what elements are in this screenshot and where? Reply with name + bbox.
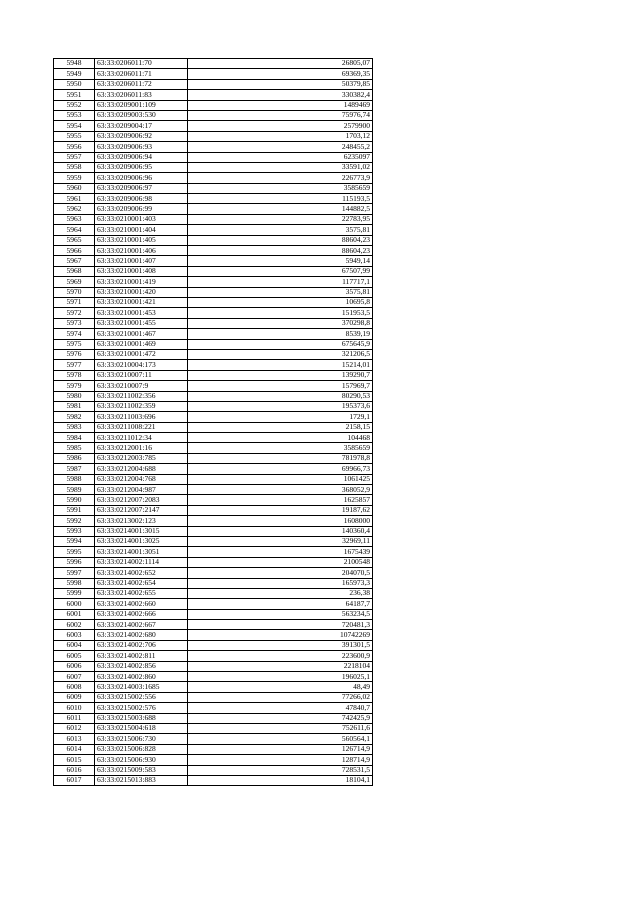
table-row	[54, 100, 373, 110]
cadastral-value-cell: 69966,73	[188, 464, 373, 474]
cadastral-value-cell: 781978,8	[188, 453, 373, 463]
cadastral-value-cell: 64187,7	[188, 599, 373, 609]
cadastral-number-cell: 63:33:0214002:706	[95, 640, 188, 650]
table-row	[54, 59, 373, 69]
row-number-cell: 6001	[54, 609, 95, 619]
row-number-cell: 6002	[54, 620, 95, 630]
row-number-cell: 5984	[54, 433, 95, 443]
cadastral-value-cell: 2579900	[188, 121, 373, 131]
cadastral-number-cell: 63:33:0210004:173	[95, 360, 188, 370]
row-number-cell: 6014	[54, 744, 95, 754]
cadastral-value-cell: 157969,7	[188, 381, 373, 391]
cadastral-number-cell: 63:33:0206011:70	[95, 59, 188, 69]
row-number-cell: 5968	[54, 266, 95, 276]
cadastral-number-cell: 63:33:0215004:618	[95, 724, 188, 734]
cadastral-number-cell: 63:33:0209006:95	[95, 162, 188, 172]
cadastral-value-cell: 563234,5	[188, 609, 373, 619]
cadastral-number-cell: 63:33:0214002:1114	[95, 557, 188, 567]
row-number-cell: 6011	[54, 713, 95, 723]
table-row	[54, 162, 373, 172]
cadastral-value-cell: 720481,3	[188, 620, 373, 630]
cadastral-number-cell: 63:33:0206011:83	[95, 90, 188, 100]
cadastral-value-cell: 742425,9	[188, 713, 373, 723]
cadastral-number-cell: 63:33:0209006:99	[95, 204, 188, 214]
cadastral-value-cell: 88604,23	[188, 235, 373, 245]
cadastral-value-cell: 139290,7	[188, 370, 373, 380]
table-row	[54, 349, 373, 359]
cadastral-number-cell: 63:33:0209006:93	[95, 142, 188, 152]
cadastral-number-cell: 63:33:0214002:655	[95, 588, 188, 598]
row-number-cell: 5969	[54, 277, 95, 287]
row-number-cell: 5990	[54, 495, 95, 505]
table-row	[54, 391, 373, 401]
row-number-cell: 5980	[54, 391, 95, 401]
table-row	[54, 536, 373, 546]
row-number-cell: 6004	[54, 640, 95, 650]
cadastral-number-cell: 63:33:0209006:96	[95, 173, 188, 183]
table-row	[54, 672, 373, 682]
table-row	[54, 308, 373, 318]
cadastral-value-cell: 69369,35	[188, 69, 373, 79]
cadastral-number-cell: 63:33:0214002:660	[95, 599, 188, 609]
row-number-cell: 5998	[54, 578, 95, 588]
cadastral-value-cell: 22783,95	[188, 214, 373, 224]
row-number-cell: 5979	[54, 381, 95, 391]
cadastral-value-cell: 48,49	[188, 682, 373, 692]
cadastral-number-cell: 63:33:0214002:680	[95, 630, 188, 640]
cadastral-number-cell: 63:33:0214001:3051	[95, 547, 188, 557]
cadastral-number-cell: 63:33:0210001:419	[95, 277, 188, 287]
cadastral-value-cell: 223600,9	[188, 651, 373, 661]
row-number-cell: 5953	[54, 110, 95, 120]
table-row	[54, 422, 373, 432]
cadastral-value-cell: 675645,9	[188, 339, 373, 349]
cadastral-number-cell: 63:33:0214002:860	[95, 672, 188, 682]
cadastral-number-cell: 63:33:0212004:688	[95, 464, 188, 474]
cadastral-number-cell: 63:33:0215006:930	[95, 755, 188, 765]
cadastral-number-cell: 63:33:0212007:2147	[95, 505, 188, 515]
cadastral-number-cell: 63:33:0214002:856	[95, 661, 188, 671]
cadastral-value-cell: 226773,9	[188, 173, 373, 183]
cadastral-number-cell: 63:33:0210001:453	[95, 308, 188, 318]
table-row	[54, 640, 373, 650]
row-number-cell: 5950	[54, 79, 95, 89]
table-row	[54, 599, 373, 609]
cadastral-number-cell: 63:33:0210001:404	[95, 225, 188, 235]
table-row	[54, 620, 373, 630]
row-number-cell: 5972	[54, 308, 95, 318]
row-number-cell: 5976	[54, 349, 95, 359]
cadastral-value-cell: 560564,1	[188, 734, 373, 744]
row-number-cell: 5971	[54, 297, 95, 307]
table-row	[54, 69, 373, 79]
cadastral-value-cell: 204070,5	[188, 568, 373, 578]
table-row	[54, 142, 373, 152]
cadastral-value-cell: 1061425	[188, 474, 373, 484]
cadastral-value-cell: 32969,11	[188, 536, 373, 546]
row-number-cell: 6007	[54, 672, 95, 682]
table-row	[54, 360, 373, 370]
cadastral-value-cell: 321206,5	[188, 349, 373, 359]
cadastral-value-cell: 75976,74	[188, 110, 373, 120]
table-row	[54, 485, 373, 495]
cadastral-number-cell: 63:33:0215002:576	[95, 703, 188, 713]
row-number-cell: 5962	[54, 204, 95, 214]
row-number-cell: 5975	[54, 339, 95, 349]
row-number-cell: 6005	[54, 651, 95, 661]
cadastral-value-cell: 330382,4	[188, 90, 373, 100]
row-number-cell: 6016	[54, 765, 95, 775]
cadastral-value-cell: 10742269	[188, 630, 373, 640]
cadastral-value-cell: 3585659	[188, 183, 373, 193]
table-row	[54, 526, 373, 536]
cadastral-number-cell: 63:33:0210001:407	[95, 256, 188, 266]
table-row	[54, 121, 373, 131]
row-number-cell: 5967	[54, 256, 95, 266]
cadastral-value-cell: 2158,15	[188, 422, 373, 432]
table-row	[54, 433, 373, 443]
row-number-cell: 5995	[54, 547, 95, 557]
table-row	[54, 256, 373, 266]
cadastral-value-cell: 140360,4	[188, 526, 373, 536]
cadastral-value-cell: 236,38	[188, 588, 373, 598]
table-row	[54, 246, 373, 256]
cadastral-number-cell: 63:33:0214002:652	[95, 568, 188, 578]
row-number-cell: 5961	[54, 194, 95, 204]
row-number-cell: 5949	[54, 69, 95, 79]
table-row	[54, 401, 373, 411]
row-number-cell: 5951	[54, 90, 95, 100]
cadastral-number-cell: 63:33:0212007:2083	[95, 495, 188, 505]
table-row	[54, 734, 373, 744]
cadastral-number-cell: 63:33:0210001:406	[95, 246, 188, 256]
row-number-cell: 5959	[54, 173, 95, 183]
cadastral-value-cell: 2100548	[188, 557, 373, 567]
row-number-cell: 5948	[54, 59, 95, 69]
table-row	[54, 79, 373, 89]
table-row	[54, 547, 373, 557]
cadastral-number-cell: 63:33:0211012:34	[95, 433, 188, 443]
row-number-cell: 5986	[54, 453, 95, 463]
table-row	[54, 609, 373, 619]
row-number-cell: 5982	[54, 412, 95, 422]
row-number-cell: 6013	[54, 734, 95, 744]
table-row	[54, 214, 373, 224]
cadastral-value-cell: 6235097	[188, 152, 373, 162]
cadastral-value-cell: 1675439	[188, 547, 373, 557]
table-row	[54, 90, 373, 100]
cadastral-number-cell: 63:33:0215006:828	[95, 744, 188, 754]
row-number-cell: 5954	[54, 121, 95, 131]
cadastral-value-cell: 196025,1	[188, 672, 373, 682]
cadastral-value-cell: 1703,12	[188, 131, 373, 141]
table-row	[54, 329, 373, 339]
cadastral-number-cell: 63:33:0209006:94	[95, 152, 188, 162]
cadastral-number-cell: 63:33:0213002:123	[95, 516, 188, 526]
cadastral-number-cell: 63:33:0211003:696	[95, 412, 188, 422]
table-row	[54, 651, 373, 661]
row-number-cell: 5960	[54, 183, 95, 193]
cadastral-value-cell: 128714,9	[188, 755, 373, 765]
row-number-cell: 6008	[54, 682, 95, 692]
cadastral-value-cell: 370298,8	[188, 318, 373, 328]
table-row	[54, 692, 373, 702]
cadastral-number-cell: 63:33:0206011:71	[95, 69, 188, 79]
cadastral-value-cell: 3575,81	[188, 225, 373, 235]
cadastral-value-cell: 19187,62	[188, 505, 373, 515]
row-number-cell: 6015	[54, 755, 95, 765]
table-row	[54, 110, 373, 120]
cadastral-number-cell: 63:33:0215003:688	[95, 713, 188, 723]
cadastral-number-cell: 63:33:0210001:455	[95, 318, 188, 328]
cadastral-value-cell: 391301,5	[188, 640, 373, 650]
row-number-cell: 5989	[54, 485, 95, 495]
table-row	[54, 765, 373, 775]
cadastral-number-cell: 63:33:0210001:403	[95, 214, 188, 224]
cadastral-value-cell: 50379,85	[188, 79, 373, 89]
table-row	[54, 505, 373, 515]
row-number-cell: 5987	[54, 464, 95, 474]
row-number-cell: 5991	[54, 505, 95, 515]
cadastral-number-cell: 63:33:0215013:883	[95, 775, 188, 785]
cadastral-value-cell: 10695,8	[188, 297, 373, 307]
table-row	[54, 277, 373, 287]
table-row	[54, 682, 373, 692]
table-row	[54, 225, 373, 235]
cadastral-number-cell: 63:33:0212004:987	[95, 485, 188, 495]
table-row	[54, 173, 373, 183]
row-number-cell: 5988	[54, 474, 95, 484]
row-number-cell: 6003	[54, 630, 95, 640]
table-row	[54, 194, 373, 204]
cadastral-number-cell: 63:33:0210007:11	[95, 370, 188, 380]
cadastral-value-cell: 2218104	[188, 661, 373, 671]
cadastral-value-cell: 8539,19	[188, 329, 373, 339]
cadastral-value-cell: 248455,2	[188, 142, 373, 152]
cadastral-value-cell: 144882,5	[188, 204, 373, 214]
cadastral-number-cell: 63:33:0214003:1685	[95, 682, 188, 692]
row-number-cell: 5994	[54, 536, 95, 546]
cadastral-number-cell: 63:33:0211002:356	[95, 391, 188, 401]
cadastral-number-cell: 63:33:0214001:3025	[95, 536, 188, 546]
cadastral-value-cell: 80290,53	[188, 391, 373, 401]
row-number-cell: 5981	[54, 401, 95, 411]
cadastral-value-cell: 126714,9	[188, 744, 373, 754]
cadastral-value-cell: 195373,6	[188, 401, 373, 411]
table-row	[54, 713, 373, 723]
cadastral-value-cell: 117717,1	[188, 277, 373, 287]
table-row	[54, 204, 373, 214]
row-number-cell: 5974	[54, 329, 95, 339]
cadastral-value-cell: 88604,23	[188, 246, 373, 256]
cadastral-number-cell: 63:33:0209003:530	[95, 110, 188, 120]
cadastral-value-cell: 151953,5	[188, 308, 373, 318]
row-number-cell: 5958	[54, 162, 95, 172]
cadastral-number-cell: 63:33:0214002:654	[95, 578, 188, 588]
cadastral-number-cell: 63:33:0210001:420	[95, 287, 188, 297]
cadastral-number-cell: 63:33:0210001:421	[95, 297, 188, 307]
cadastral-number-cell: 63:33:0210001:472	[95, 349, 188, 359]
row-number-cell: 5963	[54, 214, 95, 224]
cadastral-value-cell: 18104,1	[188, 775, 373, 785]
row-number-cell: 6012	[54, 724, 95, 734]
table-row	[54, 464, 373, 474]
cadastral-number-cell: 63:33:0209006:97	[95, 183, 188, 193]
cadastral-number-cell: 63:33:0209006:98	[95, 194, 188, 204]
row-number-cell: 5957	[54, 152, 95, 162]
cadastral-number-cell: 63:33:0214001:3015	[95, 526, 188, 536]
cadastral-number-cell: 63:33:0215002:556	[95, 692, 188, 702]
cadastral-number-cell: 63:33:0212004:768	[95, 474, 188, 484]
table-row	[54, 370, 373, 380]
cadastral-number-cell: 63:33:0209004:17	[95, 121, 188, 131]
cadastral-value-cell: 728531,5	[188, 765, 373, 775]
row-number-cell: 5978	[54, 370, 95, 380]
cadastral-number-cell: 63:33:0209001:109	[95, 100, 188, 110]
cadastral-number-cell: 63:33:0212003:785	[95, 453, 188, 463]
row-number-cell: 5997	[54, 568, 95, 578]
row-number-cell: 5970	[54, 287, 95, 297]
table-row	[54, 266, 373, 276]
table-row	[54, 744, 373, 754]
table-row	[54, 568, 373, 578]
row-number-cell: 5955	[54, 131, 95, 141]
cadastral-value-cell: 1729,1	[188, 412, 373, 422]
cadastral-number-cell: 63:33:0215009:583	[95, 765, 188, 775]
cadastral-value-cell: 26805,07	[188, 59, 373, 69]
cadastral-value-cell: 752611,6	[188, 724, 373, 734]
cadastral-value-cell: 15214,01	[188, 360, 373, 370]
row-number-cell: 5952	[54, 100, 95, 110]
row-number-cell: 5985	[54, 443, 95, 453]
row-number-cell: 6017	[54, 775, 95, 785]
cadastral-number-cell: 63:33:0210001:405	[95, 235, 188, 245]
row-number-cell: 5993	[54, 526, 95, 536]
table-row	[54, 183, 373, 193]
table-row	[54, 588, 373, 598]
row-number-cell: 5996	[54, 557, 95, 567]
row-number-cell: 6000	[54, 599, 95, 609]
cadastral-value-table	[53, 58, 373, 786]
cadastral-value-cell: 1608000	[188, 516, 373, 526]
cadastral-number-cell: 63:33:0210001:469	[95, 339, 188, 349]
row-number-cell: 5973	[54, 318, 95, 328]
cadastral-value-cell: 1625857	[188, 495, 373, 505]
cadastral-number-cell: 63:33:0214002:667	[95, 620, 188, 630]
table-row	[54, 152, 373, 162]
row-number-cell: 6010	[54, 703, 95, 713]
cadastral-number-cell: 63:33:0211008:221	[95, 422, 188, 432]
row-number-cell: 5966	[54, 246, 95, 256]
cadastral-number-cell: 63:33:0210001:467	[95, 329, 188, 339]
row-number-cell: 5992	[54, 516, 95, 526]
cadastral-number-cell: 63:33:0212001:16	[95, 443, 188, 453]
cadastral-value-cell: 104468	[188, 433, 373, 443]
table-row	[54, 557, 373, 567]
cadastral-value-cell: 1489469	[188, 100, 373, 110]
table-row	[54, 297, 373, 307]
table-row	[54, 516, 373, 526]
table-row	[54, 724, 373, 734]
row-number-cell: 5999	[54, 588, 95, 598]
table-row	[54, 412, 373, 422]
cadastral-value-cell: 47840,7	[188, 703, 373, 713]
table-row	[54, 495, 373, 505]
cadastral-value-cell: 5949,14	[188, 256, 373, 266]
table-row	[54, 381, 373, 391]
cadastral-value-cell: 67507,99	[188, 266, 373, 276]
cadastral-value-cell: 77266,02	[188, 692, 373, 702]
cadastral-number-cell: 63:33:0210007:9	[95, 381, 188, 391]
table-row	[54, 775, 373, 785]
table-row	[54, 287, 373, 297]
table-body	[54, 59, 373, 786]
table-row	[54, 443, 373, 453]
cadastral-value-cell: 3585659	[188, 443, 373, 453]
cadastral-value-cell: 33591,02	[188, 162, 373, 172]
row-number-cell: 5956	[54, 142, 95, 152]
cadastral-value-cell: 115193,5	[188, 194, 373, 204]
cadastral-value-cell: 165973,3	[188, 578, 373, 588]
row-number-cell: 6006	[54, 661, 95, 671]
cadastral-number-cell: 63:33:0215006:730	[95, 734, 188, 744]
cadastral-number-cell: 63:33:0209006:92	[95, 131, 188, 141]
cadastral-number-cell: 63:33:0210001:408	[95, 266, 188, 276]
cadastral-value-cell: 3575,81	[188, 287, 373, 297]
cadastral-number-cell: 63:33:0214002:666	[95, 609, 188, 619]
table-row	[54, 661, 373, 671]
row-number-cell: 5964	[54, 225, 95, 235]
table-row	[54, 474, 373, 484]
table-row	[54, 630, 373, 640]
table-row	[54, 318, 373, 328]
table-row	[54, 578, 373, 588]
table-row	[54, 703, 373, 713]
row-number-cell: 6009	[54, 692, 95, 702]
row-number-cell: 5977	[54, 360, 95, 370]
cadastral-value-cell: 368052,9	[188, 485, 373, 495]
table-row	[54, 755, 373, 765]
cadastral-number-cell: 63:33:0214002:811	[95, 651, 188, 661]
table-row	[54, 131, 373, 141]
table-row	[54, 453, 373, 463]
table-row	[54, 235, 373, 245]
row-number-cell: 5965	[54, 235, 95, 245]
row-number-cell: 5983	[54, 422, 95, 432]
cadastral-number-cell: 63:33:0211002:359	[95, 401, 188, 411]
table-row	[54, 339, 373, 349]
cadastral-number-cell: 63:33:0206011:72	[95, 79, 188, 89]
